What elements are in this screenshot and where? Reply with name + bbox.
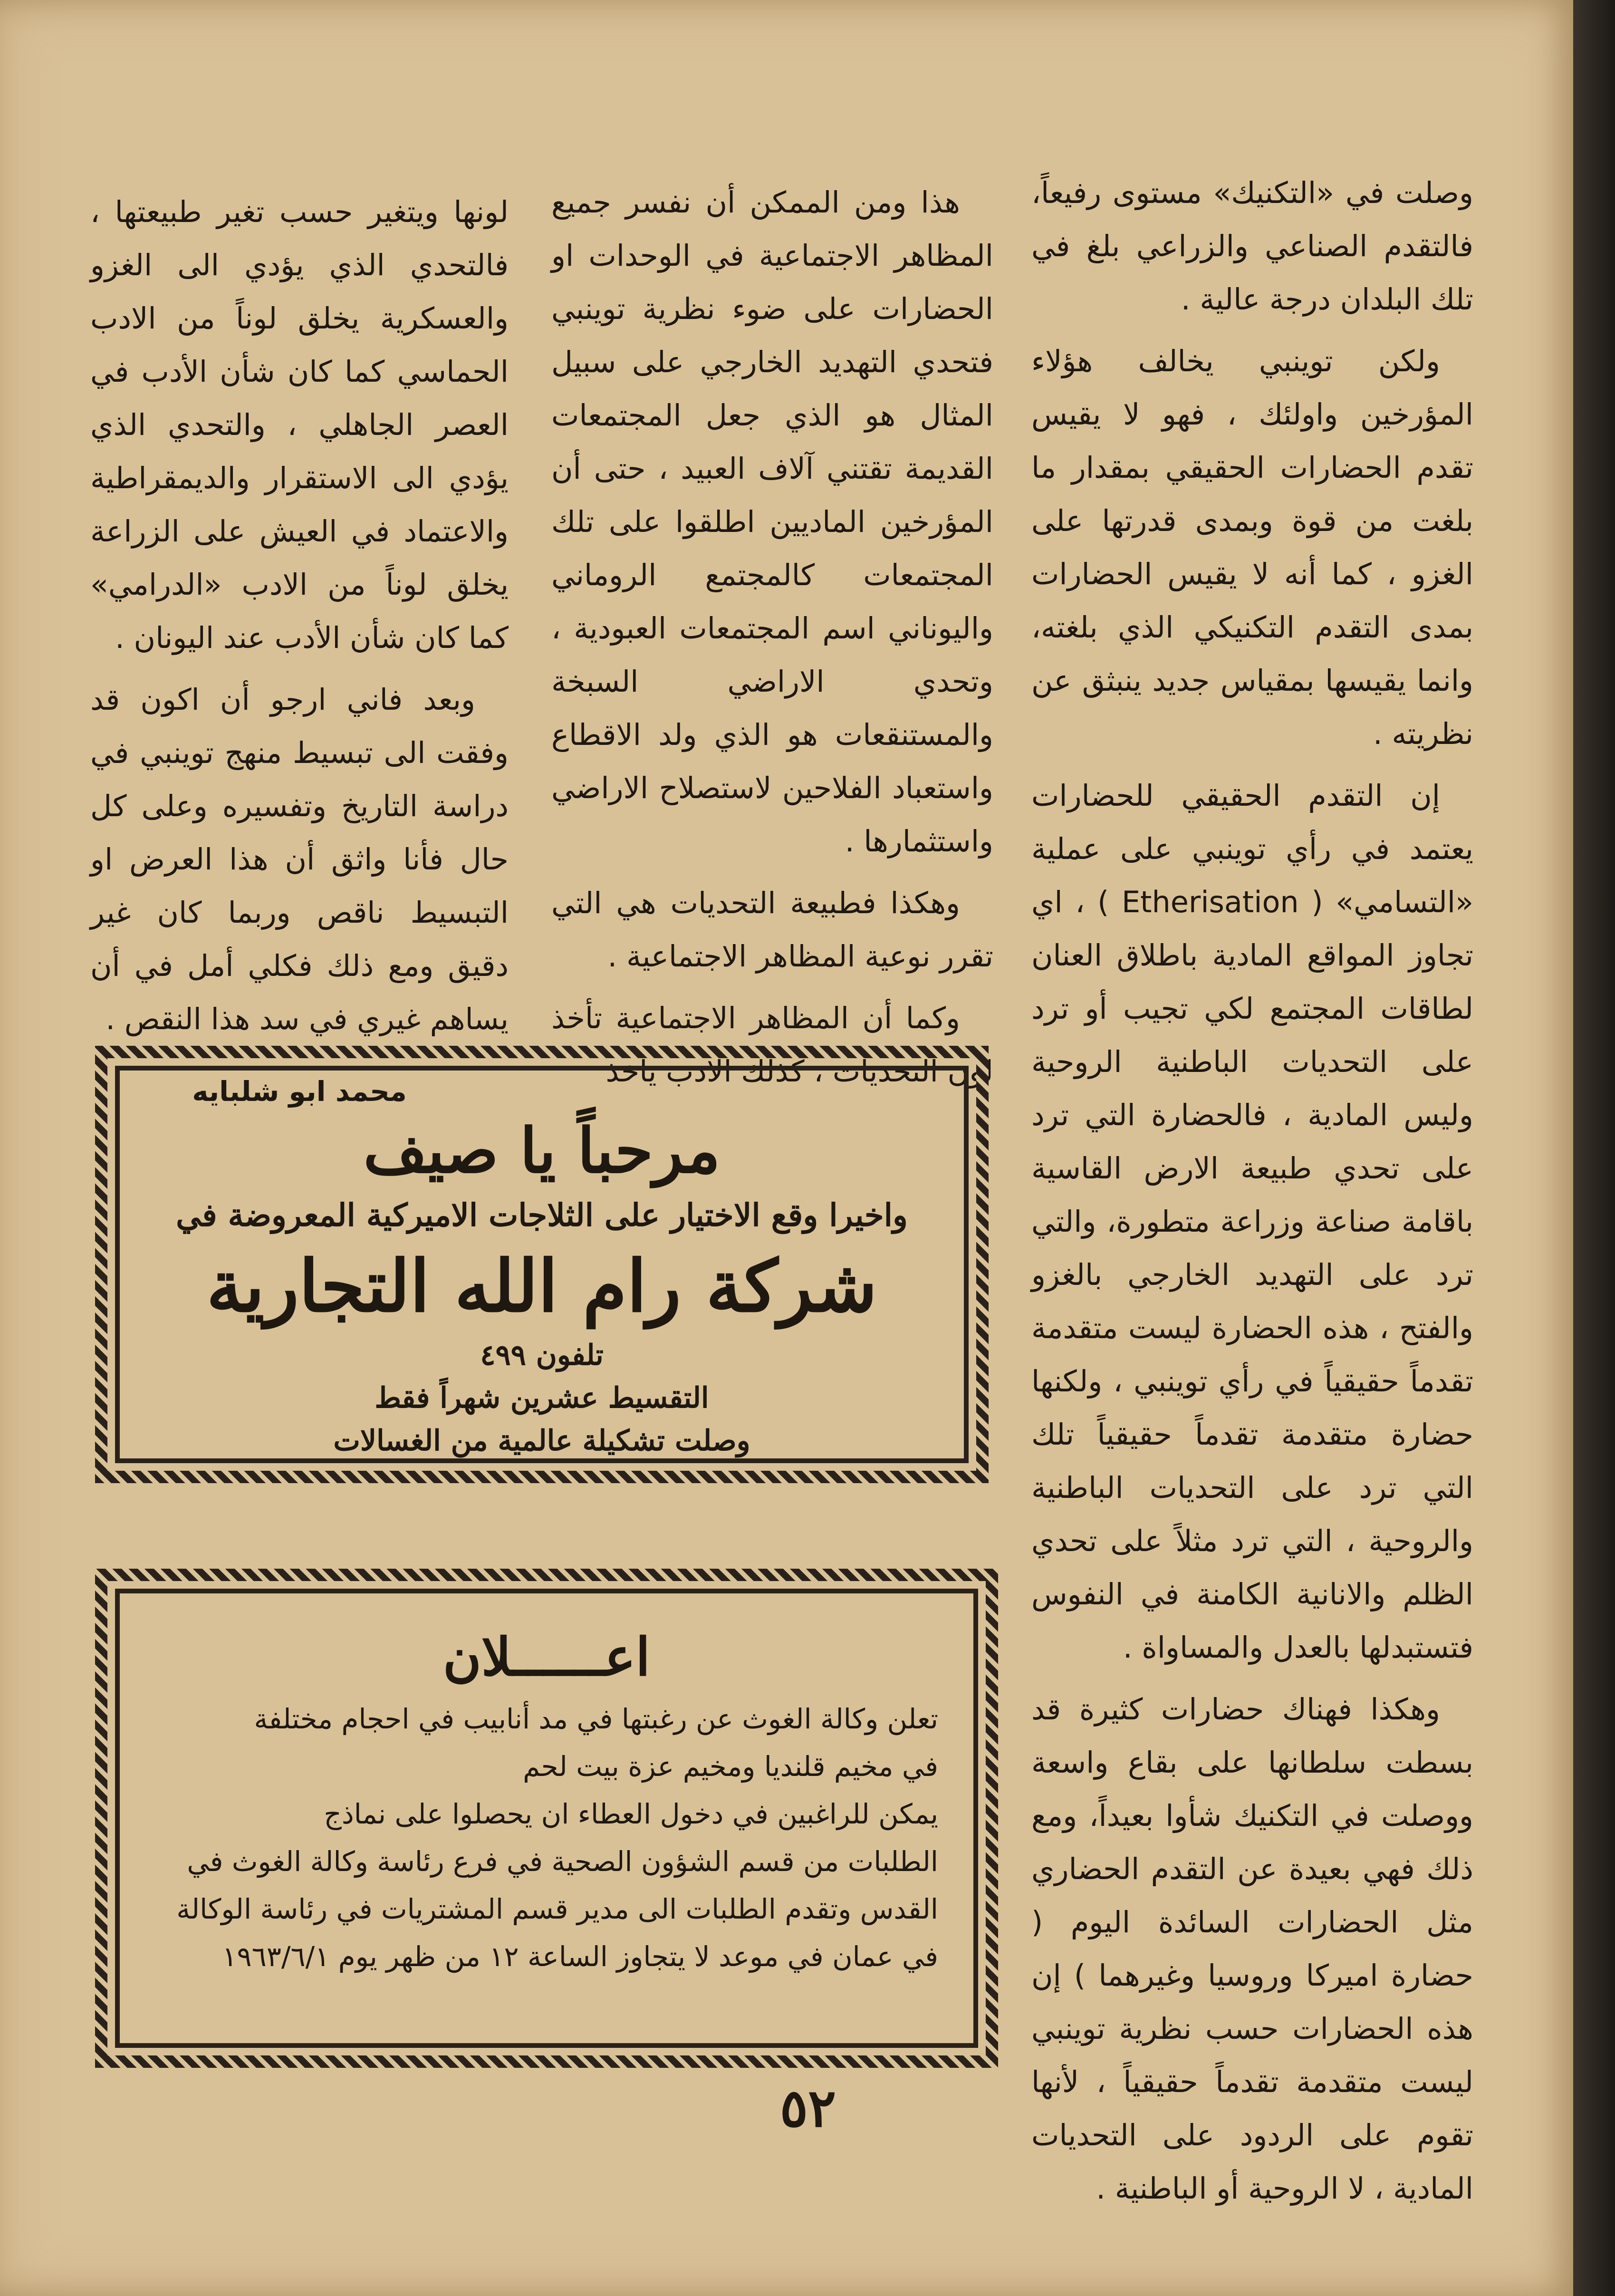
article-column-right [1031, 166, 1473, 2224]
article-column-left [90, 185, 509, 1118]
ad-company-name: شركة رام الله التجارية [206, 1244, 877, 1328]
paragraph: وهكذا فهناك حضارات كثيرة قد بسطت سلطانها على بقاع واسعة ووصلت في التكنيك شأوا بعيداً، ومع ذلك فهي بعيدة عن التقدم الحضاري مثل الحضارات السائدة اليوم ( حضارة اميركا وروسيا وغيرهما ) إن هذه الحضارات حسب نظرية توينبي ليست متقدمة تقدماً حقيقياً ، لأنها تقوم على الردود على التحديات المادية ، لا الروحية أو الباطنية . [1031, 1692, 1473, 2206]
announcement-box [95, 1569, 998, 2068]
page-edge-shadow [1573, 0, 1615, 2296]
paragraph: وهكذا فطبيعة التحديات هي التي تقرر نوعية المظاهر الاجتماعية . [551, 886, 993, 974]
paragraph: هذا ومن الممكن أن نفسر جميع المظاهر الاجتماعية في الوحدات او الحضارات على ضوء نظرية توينبي فتحدي التهديد الخارجي على سبيل المثال هو الذي جعل المجتمعات القديمة تقتني آلاف العبيد ، حتى أن المؤرخين الماديين اطلقوا على تلك المجتمعات كالمجتمع الروماني واليوناني اسم المجتمعات العبودية ، وتحدي الاراضي السبخة والمستنقعات هو الذي ولد الاقطاع واستعباد الفلاحين لاستصلاح الاراضي واستثمارها . [551, 185, 993, 859]
announcement-line: في مخيم قلنديا ومخيم عزة بيت لحم [523, 1750, 938, 1783]
announcement-line: تعلن وكالة الغوث عن رغبتها في مد أنابيب في احجام مختلفة [254, 1703, 938, 1735]
paragraph: ولكن توينبي يخالف هؤلاء المؤرخين واولئك ، فهو لا يقيس تقدم الحضارات الحقيقي بمقدار ما بلغت من قوة وبمدى قدرتها على الغزو ، كما أنه لا يقيس الحضارات بمدى التقدم التكنيكي الذي بلغته، وانما يقيسها بمقياس جديد ينبثق عن نظريته . [1031, 344, 1473, 751]
ad-washers: وصلت تشكيلة عالمية من الغسالات [333, 1424, 750, 1457]
announcement-body [141, 1695, 952, 1980]
paragraph: إن التقدم الحقيقي للحضارات يعتمد في رأي توينبي على عملية «التسامي» ( Etherisation ) ، اي تجاوز المواقع المادية باطلاق العنان لطاقات المجتمع لكي تجيب أو ترد على التحديات الباطنية الروحية وليس المادية ، فالحضارة التي ترد على تحدي طبيعة الارض القاسية باقامة صناعة وزراعة متطورة، والتي ترد على التهديد الخارجي بالغزو والفتح ، هذه الحضارة ليست متقدمة تقدماً حقيقياً في رأي توينبي ، ولكنها حضارة متقدمة تقدماً حقيقياً تلك التي ترد على التحديات الباطنية والروحية ، التي ترد مثلاً على تحدي الظلم والانانية الكامنة في النفوس فتستبدلها بالعدل والمساواة . [1031, 778, 1474, 1665]
paragraph: لونها ويتغير حسب تغير طبيعتها ، فالتحدي الذي يؤدي الى الغزو والعسكرية يخلق لوناً من الادب الحماسي كما كان شأن الأدب في العصر الجاهلي ، والتحدي الذي يؤدي الى الاستقرار والديمقراطية والاعتماد في العيش على الزراعة يخلق لوناً من الادب «الدرامي» كما كان شأن الأدب عند اليونان . [90, 194, 509, 655]
article-column-middle [551, 176, 993, 1107]
announcement-line: القدس وتقدم الطلبات الى مدير قسم المشتريات في رئاسة الوكالة [176, 1893, 938, 1925]
author-signature: محمد ابو شلبايه [192, 1075, 407, 1108]
ad-installment: التقسيط عشرين شهراً فقط [375, 1381, 709, 1415]
paragraph: وصلت في «التكنيك» مستوى رفيعاً، فالتقدم الصناعي والزراعي بلغ في تلك البلدان درجة عالية . [1031, 175, 1473, 317]
paragraph: وبعد فاني ارجو أن اكون قد وفقت الى تبسيط منهج توينبي في دراسة التاريخ وتفسيره وعلى كل حال فأنا واثق أن هذا العرض او التبسيط ناقص وربما كان غير دقيق ومع ذلك فكلي أمل في أن يساهم غيري في سد هذا النقص . [90, 682, 509, 1036]
announcement-line: في عمان في موعد لا يتجاوز الساعة ١٢ من ظهر يوم ١٩٦٣/٦/١ [222, 1940, 938, 1973]
paragraph: وكما أن المظاهر الاجتماعية تأخذ لون التحديات ، كذلك الادب يأخذ [551, 1001, 993, 1089]
ad-title: مرحباً يا صيف [363, 1114, 721, 1187]
fridge-advertisement [95, 1046, 989, 1483]
ad-phone: تلفون ٤٩٩ [480, 1339, 604, 1372]
page-number: ٥٢ [779, 2077, 836, 2139]
ad-subtitle: واخيرا وقع الاختيار على الثلاجات الاميركية المعروضة في [176, 1196, 908, 1234]
announcement-line: الطلبات من قسم الشؤون الصحية في فرع رئاسة وكالة الغوث في [187, 1845, 938, 1878]
announcement-title: اعــــــلان [443, 1626, 650, 1688]
announcement-line: يمكن للراغبين في دخول العطاء ان يحصلوا على نماذج [324, 1798, 938, 1830]
